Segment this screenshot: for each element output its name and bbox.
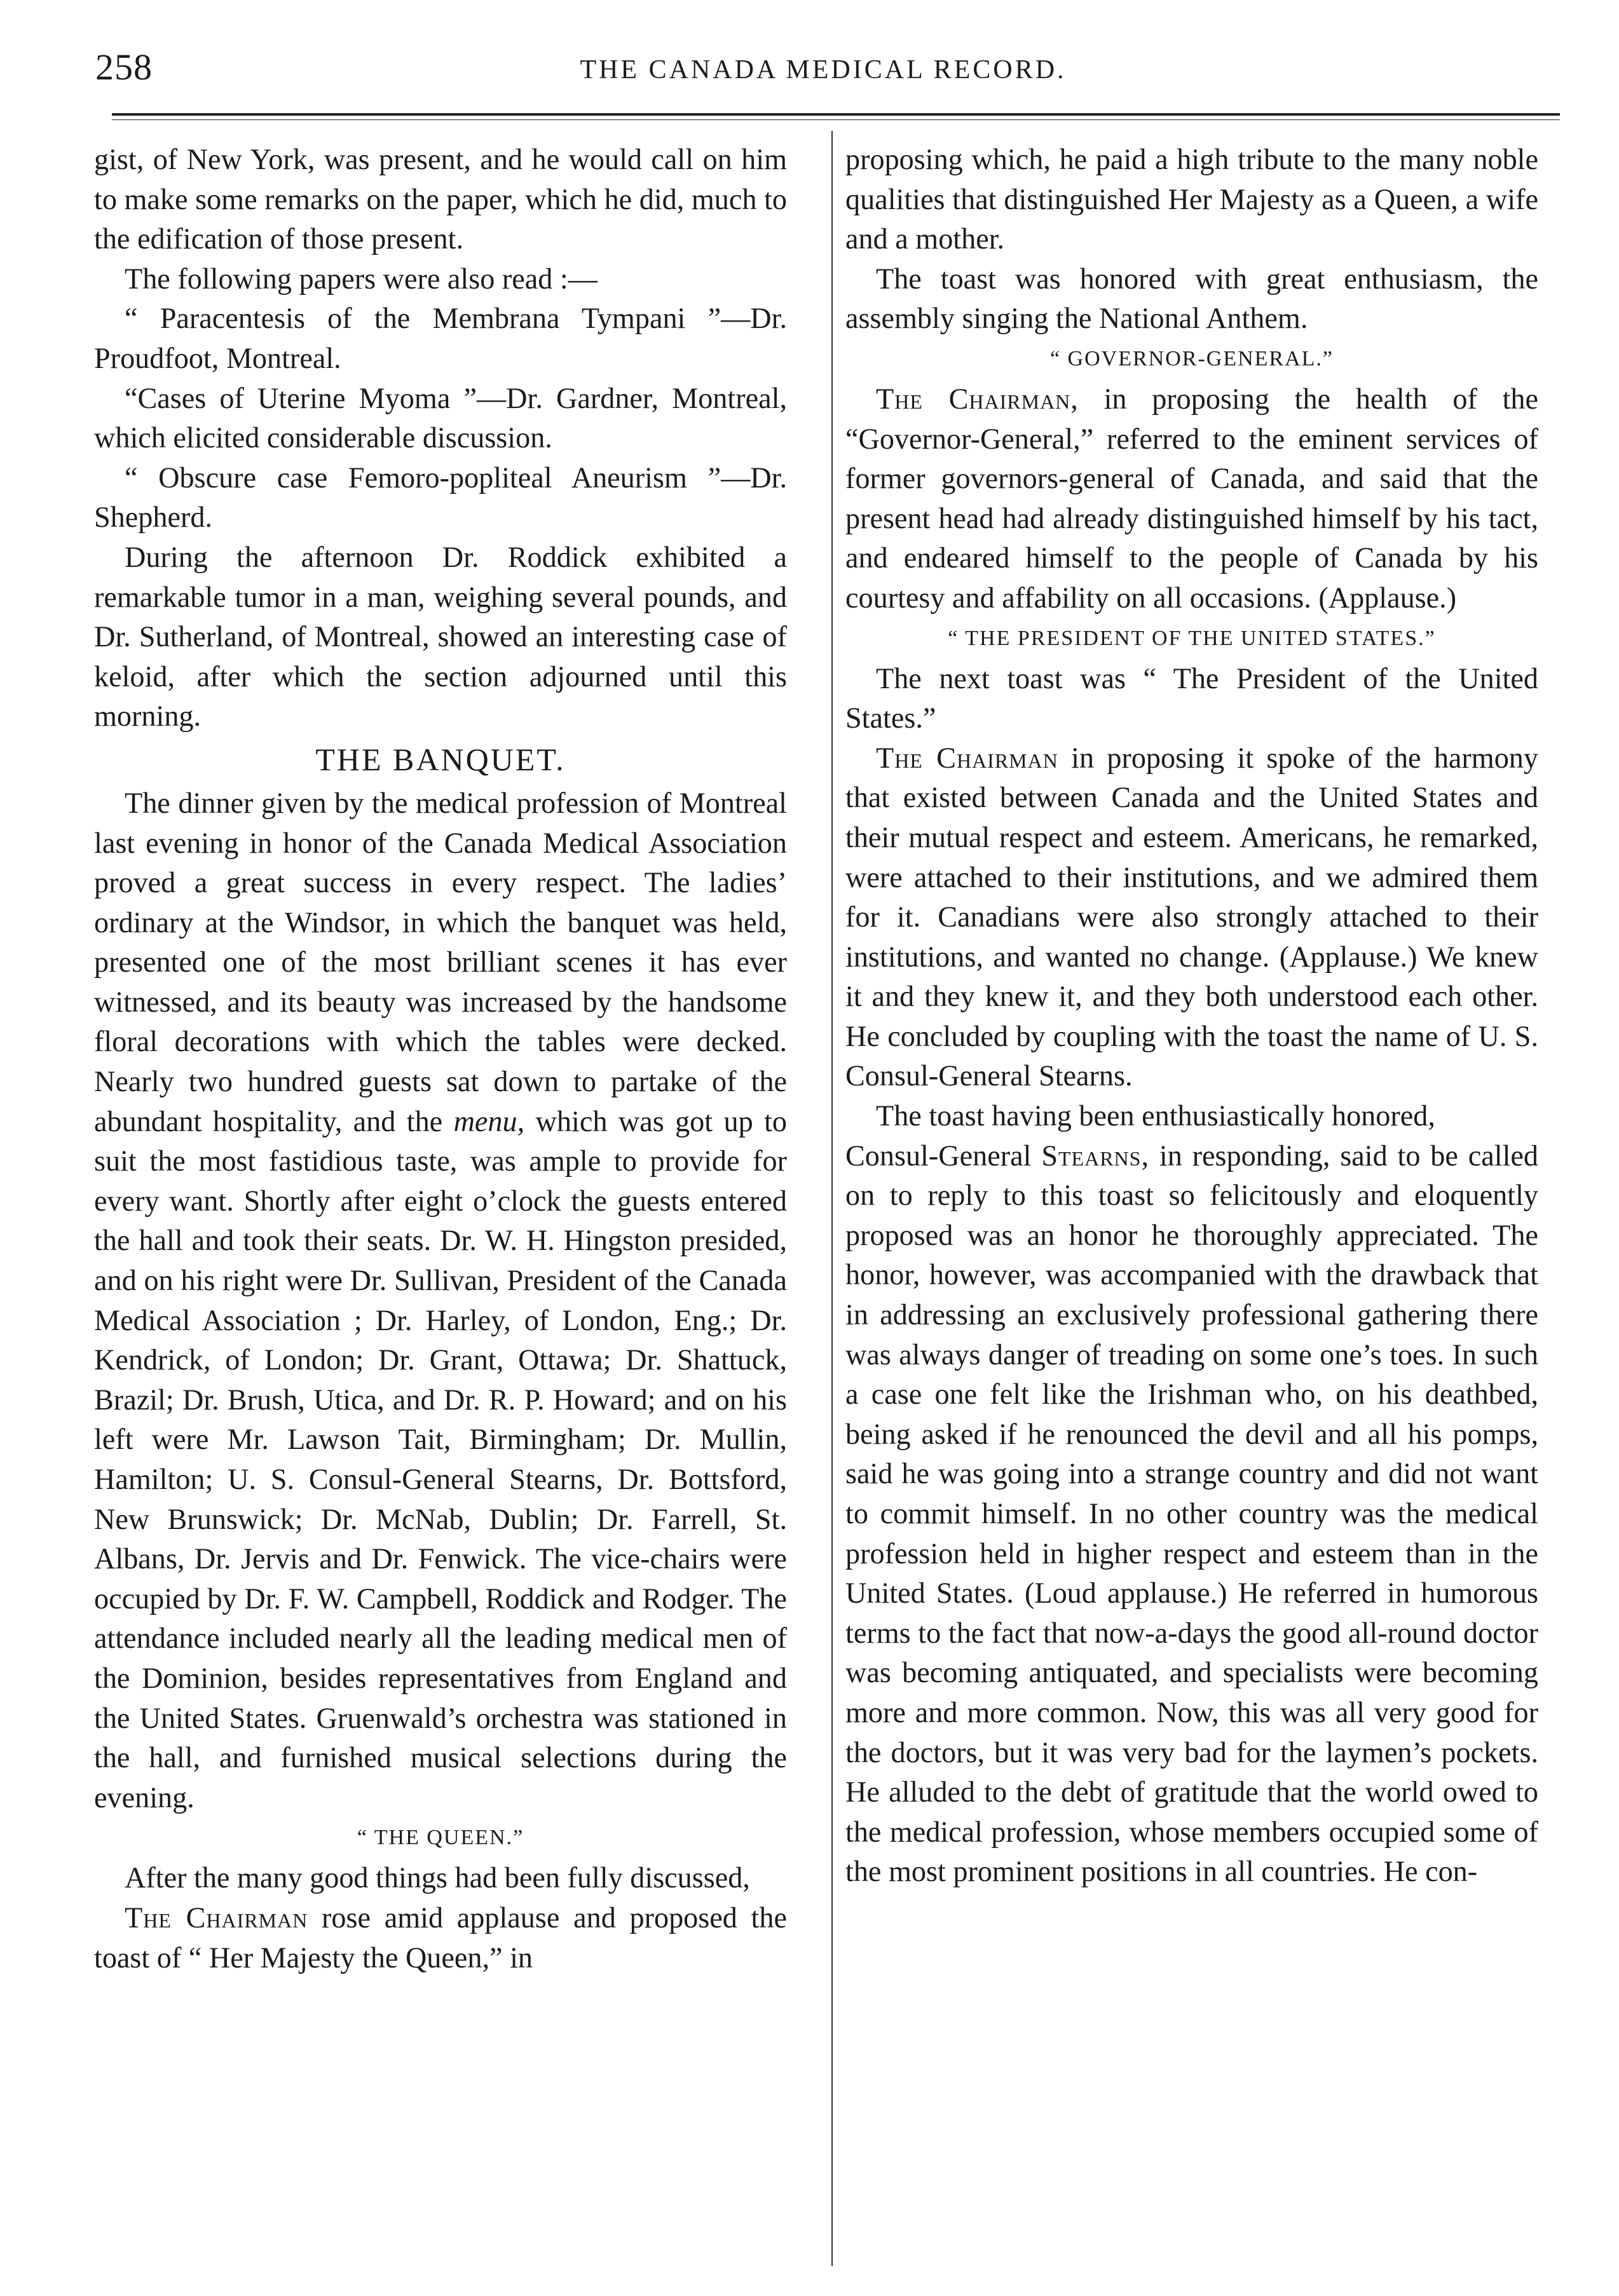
- text-run: which was got up to suit the most fastidious taste, was ample to provide for every want. Shortly after eight o’clock the guests entered the hall and took their seats. Dr. W. H. Hingston presided, and on his right were Dr. Sullivan, President of the Canada Medical Association ; Dr. Harley, of London, Eng.; Dr. Kendrick, of London; Dr. Grant, Ottawa; Dr. Shattuck, Brazil; Dr. Brush, Utica, and Dr. R. P. Howard; and on his left were Mr. Lawson Tait, Birmingham; Dr. Mullin, Hamilton; U. S. Consul-General Stearns, Dr. Bottsford, New Brunswick; Dr. McNab, Dublin; Dr. Farrell, St. Albans, Dr. Jervis and Dr. Fenwick. The vice-chairs were occupied by Dr. F. W. Campbell, Roddick and Rodger. The attendance included nearly all the leading medical men of the Dominion, besides representatives from England and the United States. Gruenwald’s orchestra was stationed in the hall, and furnished musical selections during the evening.: [94, 1104, 788, 1814]
- toast-heading-president: “ THE PRESIDENT OF THE UNITED STATES.”: [948, 626, 1436, 650]
- paragraph: [94, 1898, 787, 1978]
- section-heading-banquet: THE BANQUET.: [315, 741, 566, 777]
- right-column: [845, 140, 1538, 1892]
- paragraph: The toast having been enthusiastically honored,: [876, 1099, 1435, 1132]
- text-run: in responding, said to be called on to reply to this toast so felicitously and eloquently proposed was an honor he thoroughly appreciated. The honor, however, was accompanied with the drawback that in addressing an exclusively professional gathering there was always danger of treading on some one’s toes. In such a case one felt like the Irishman who, on his deathbed, being asked if he renounced the devil and all his pomps, said he was going into a strange country and did not want to commit himself. In no other country was the medical profession held in higher respect and esteem than in the United States. (Loud applause.) He referred in humorous terms to the fact that now-a-days the good all-round doctor was becoming antiquated, and specialists were becoming more and more common. Now, this was all very good for the doctors, but it was very bad for the laymen’s pockets. He alluded to the debt of gratitude that the world owed to the medical profession, whose members occupied some of the most prominent positions in all countries. He con-: [845, 1139, 1539, 1888]
- chairman-smallcaps: The Chairman: [125, 1901, 308, 1934]
- paragraph: [845, 379, 1538, 618]
- paragraph: The toast was honored with great enthusiasm, the assembly singing the National Anthem.: [845, 262, 1538, 335]
- paragraph: [845, 738, 1538, 1096]
- stearns-smallcaps: Stearns,: [1041, 1139, 1149, 1172]
- paragraph: After the many good things had been fully discussed,: [125, 1861, 750, 1894]
- running-title: THE CANADA MEDICAL RECORD.: [580, 55, 1067, 85]
- paragraph: proposing which, he paid a high tribute to the many noble qualities that distinguished Her Majesty as a Queen, a wife and a mother.: [845, 143, 1538, 255]
- menu-italic: menu,: [453, 1104, 525, 1138]
- text-run: Consul-General: [845, 1139, 1032, 1172]
- text-run: in proposing the health of the “Governor-General,” referred to the eminent services of former governors-general of Canada, and said that the present head had already distinguished himself by his tact, and endeared himself to the people of Canada by his courtesy and affability on all occasions. (Applause.): [845, 382, 1539, 614]
- column-divider: [831, 131, 833, 2266]
- toast-heading-governor-general: “ GOVERNOR-GENERAL.”: [1049, 346, 1334, 370]
- text-run: in proposing it spoke of the harmony that existed between Canada and the United States and their mutual respect and esteem. Americans, he remarked, were attached to their institutions, and we admired them for it. Canadians were also strongly attached to their institutions, and wanted no change. (Applause.) We knew it and they knew it, and they both understood each other. He concluded by coupling with the toast the name of U. S. Consul-General Stearns.: [845, 741, 1538, 1092]
- page-header: [95, 46, 1551, 97]
- paragraph: “ Obscure case Femoro-popliteal Aneurism ”—Dr. Shepherd.: [94, 461, 787, 534]
- paragraph: The following papers were also read :—: [125, 262, 598, 295]
- left-column: [94, 140, 787, 1978]
- paragraph-banquet: [94, 784, 787, 1817]
- chairman-smallcaps: The Chairman,: [876, 382, 1079, 415]
- page-number: 258: [95, 46, 153, 88]
- text-run: The dinner given by the medical profession of Montreal last evening in honor of the Canada Medical Association proved a great success in every respect. The ladies’ ordinary at the Windsor, in which the banquet was held, presented one of the most brilliant scenes it has ever witnessed, and its beauty was increased by the handsome floral decorations with which the tables were decked. Nearly two hundred guests sat down to partake of the abundant hospitality, and the: [94, 786, 787, 1138]
- paragraph: gist, of New York, was present, and he would call on him to make some remarks on the paper, which he did, much to the edification of those present.: [94, 143, 787, 255]
- paragraph: The next toast was “ The President of the United States.”: [845, 662, 1538, 735]
- paragraph: [845, 1136, 1538, 1892]
- text-run: rose amid applause and proposed the toast of “ Her Majesty the Queen,” in: [94, 1901, 787, 1974]
- paragraph: “ Paracentesis of the Membrana Tympani ”—Dr. Proudfoot, Montreal.: [94, 302, 787, 374]
- chairman-smallcaps: The Chairman: [876, 741, 1058, 774]
- header-double-rule: [112, 113, 1560, 120]
- toast-heading-queen: “ THE QUEEN.”: [357, 1826, 524, 1850]
- paragraph: “Cases of Uterine Myoma ”—Dr. Gardner, Montreal, which elicited considerable discussion.: [94, 381, 787, 454]
- paragraph: During the afternoon Dr. Roddick exhibited a remarkable tumor in a man, weighing several pounds, and Dr. Sutherland, of Montreal, showed an interesting case of keloid, after which the section adjourned until this morning.: [94, 540, 787, 733]
